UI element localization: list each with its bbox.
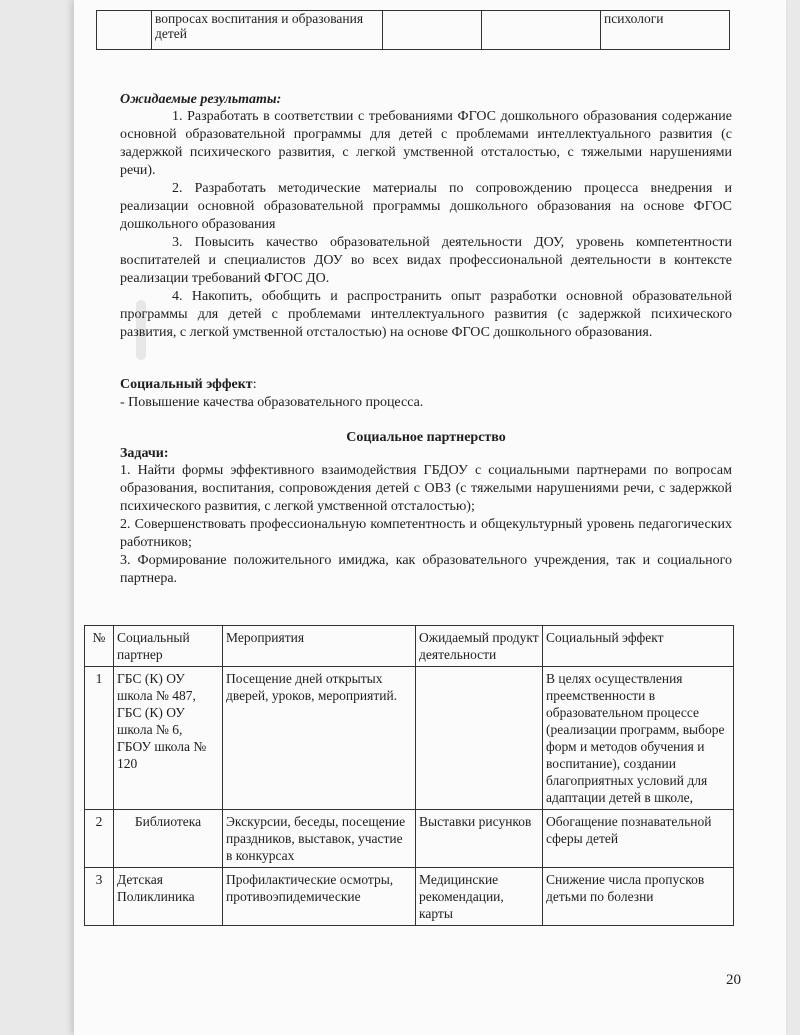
table-cell [482,11,601,50]
events-cell: Профилактические осмотры, противоэпидемические [223,868,416,926]
expected-item: 2. Разработать методические материалы по сопровождению процесса внедрения и реализации основной образовательной программы дошкольного образования на основе ФГОС дошкольного образования [120,181,732,232]
task-item: 3. Формирование положительного имиджа, как образовательного учреждения, так и социального партнера. [120,553,732,586]
effect-cell: В целях осуществления преемственности в образовательном процессе (реализации программ, выборе форм и методов обучения и воспитание), создании благоприятных условий для адаптации детей в школе, [543,667,734,810]
row-number: 1 [85,667,114,810]
header-partner: Социальный партнер [114,626,223,667]
events-cell: Экскурсии, беседы, посещение праздников, выставок, участие в конкурсах [223,810,416,868]
social-effect-colon: : [252,377,257,392]
row-number: 2 [85,810,114,868]
expected-results-heading: Ожидаемые результаты: [120,92,282,107]
table-row [97,11,730,50]
partner-table [84,625,734,926]
effect-cell: Обогащение познавательной сферы детей [543,810,734,868]
partnership-title: Социальное партнерство [346,430,506,445]
social-effect-heading: Социальный эффект [120,377,253,392]
expected-results-section [120,92,732,342]
product-cell: Выставки рисунков [416,810,543,868]
row-number: 3 [85,868,114,926]
table-cell [383,11,482,50]
header-effect: Социальный эффект [543,626,734,667]
tasks-heading: Задачи: [120,446,169,461]
task-item: 2. Совершенствовать профессиональную компетентность и общекультурный уровень педагогических работников; [120,517,732,550]
social-effect-text: - Повышение качества образовательного процесса. [120,395,424,410]
table-cell [97,11,152,50]
expected-item: 1. Разработать в соответствии с требованиями ФГОС дошкольного образования содержание основной образовательной программы для детей с проблемами интеллектуального развития (с задержкой психического развития, с легкой умственной отсталостью, с тяжелыми нарушениями речи). [120,109,732,178]
events-cell: Посещение дней открытых дверей, уроков, мероприятий. [223,667,416,810]
table-row [85,667,734,810]
table-cell: вопросах воспитания и образования детей [152,11,383,50]
partner-cell: Детская Поликлиника [114,868,223,926]
effect-cell: Снижение числа пропусков детьми по болезни [543,868,734,926]
partnership-section [120,430,732,588]
social-effect-section [120,376,732,412]
table-row [85,810,734,868]
product-cell [416,667,543,810]
header-product: Ожидаемый продукт деятельности [416,626,543,667]
partner-cell: ГБС (К) ОУ школа № 487, ГБС (К) ОУ школа № 6, ГБОУ школа № 120 [114,667,223,810]
task-item: 1. Найти формы эффективного взаимодействия ГБДОУ с социальными партнерами по вопросам образования, воспитания, сопровождения детей с ОВЗ (с тяжелыми нарушениями речи, с задержкой психического развития, с легкой умственной отсталостью); [120,463,732,514]
table-header-row [85,626,734,667]
partner-cell: Библиотека [114,810,223,868]
document-page [74,0,786,1035]
expected-item: 3. Повысить качество образовательной деятельности ДОУ, уровень компетентности воспитателей и специалистов ДОУ во всех видах профессиональной деятельности в контексте реализации требований ФГОС ДО. [120,235,732,286]
expected-item: 4. Накопить, обобщить и распространить опыт разработки основной образовательной программы для детей с проблемами интеллектуального развития (с задержкой психического развития, с легкой умственной отсталостью) на основе ФГОС дошкольного образования. [120,289,732,340]
page-number: 20 [726,972,741,988]
header-events: Мероприятия [223,626,416,667]
table-row [85,868,734,926]
top-table-fragment [96,10,730,50]
product-cell: Медицинские рекомендации, карты [416,868,543,926]
table-cell: психологи [601,11,730,50]
header-number: № [85,626,114,667]
